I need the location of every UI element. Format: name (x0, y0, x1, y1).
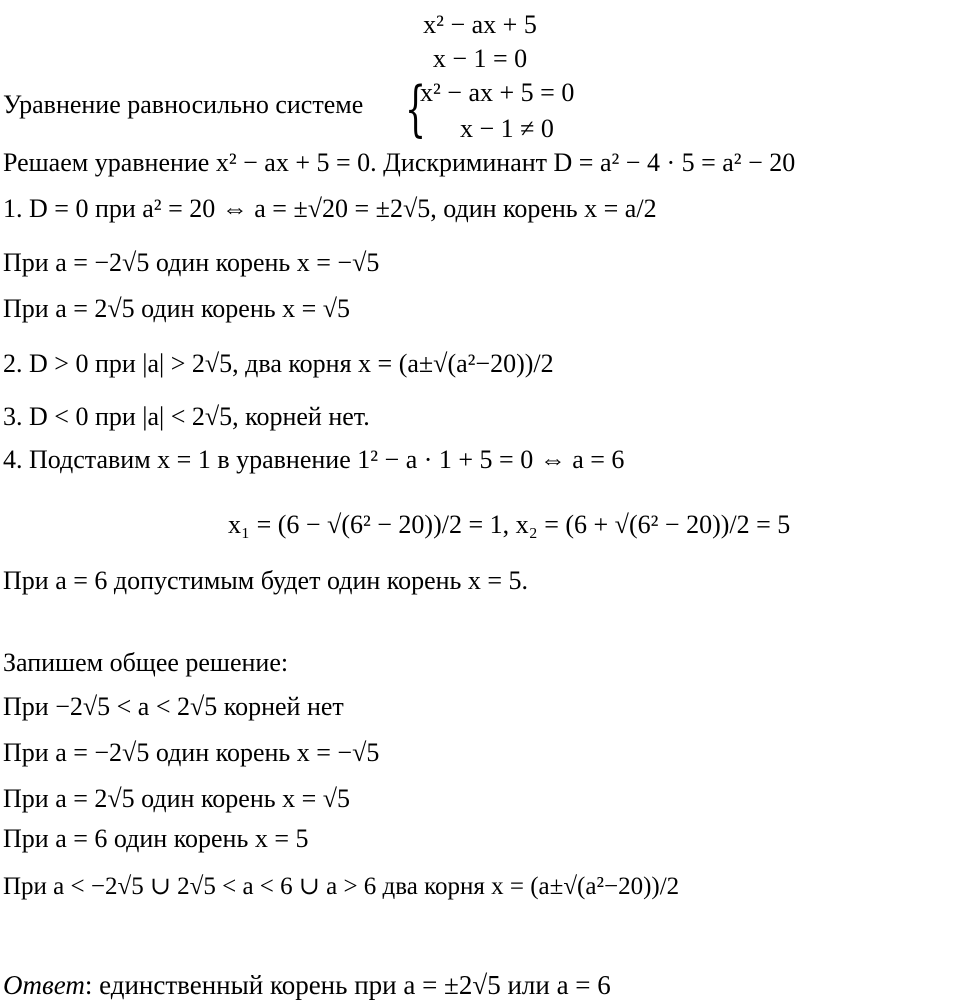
general-line-2: При a = −2√5 один корень x = −√5 (3, 738, 380, 767)
case-2-line: 2. D > 0 при |a| > 2√5, два корня x = (a±√(a²−20))/2 (3, 349, 554, 378)
system-brace-icon: { (405, 74, 427, 144)
roots-line: x₁ = (6 − √(6² − 20))/2 = 1, x₂ = (6 + √(6² − 20))/2 = 5 (228, 510, 791, 539)
general-line-4: При a = 6 один корень x = 5 (3, 824, 309, 853)
header-equation-denominator-line (0, 42, 960, 76)
general-line-1: При −2√5 < a < 2√5 корней нет (3, 692, 344, 721)
answer-text: : единственный корень при a = ±2√5 или a = 6 (84, 970, 611, 1000)
answer-label: Ответ (3, 970, 85, 1000)
header-equation-equals: = 0 (493, 44, 528, 73)
solve-line: Решаем уравнение x² − ax + 5 = 0. Дискриминант D = a² − 4 · 5 = a² − 20 (3, 148, 796, 177)
answer-line (3, 968, 611, 1002)
general-line-3: При a = 2√5 один корень x = √5 (3, 784, 351, 813)
header-equation-numerator-line (0, 8, 960, 42)
header-equation-denominator: x − 1 (432, 44, 487, 73)
case-3-line: 3. D < 0 при |a| < 2√5, корней нет. (3, 402, 370, 431)
case-1-positive-line: При a = 2√5 один корень x = √5 (3, 294, 351, 323)
header-equation-numerator: x² − ax + 5 (423, 10, 537, 39)
case-1-line: 1. D = 0 при a² = 20 ⇔ a = ±√20 = ±2√5, один корень x = a/2 (3, 194, 657, 223)
case-1-negative-line: При a = −2√5 один корень x = −√5 (3, 248, 380, 277)
system-equation-1: x² − ax + 5 = 0 (420, 78, 575, 107)
system-intro: Уравнение равносильно системе (3, 90, 364, 119)
a6-result-line: При a = 6 допустимым будет один корень x = 5. (3, 566, 529, 595)
general-line-5: При a < −2√5 ∪ 2√5 < a < 6 ∪ a > 6 два корня x = (a±√(a²−20))/2 (3, 873, 680, 900)
general-heading: Запишем общее решение: (3, 648, 289, 677)
case-4-line: 4. Подставим x = 1 в уравнение 1² − a · 1 + 5 = 0 ⇔ a = 6 (3, 445, 625, 474)
system-equation-2: x − 1 ≠ 0 (460, 114, 554, 143)
